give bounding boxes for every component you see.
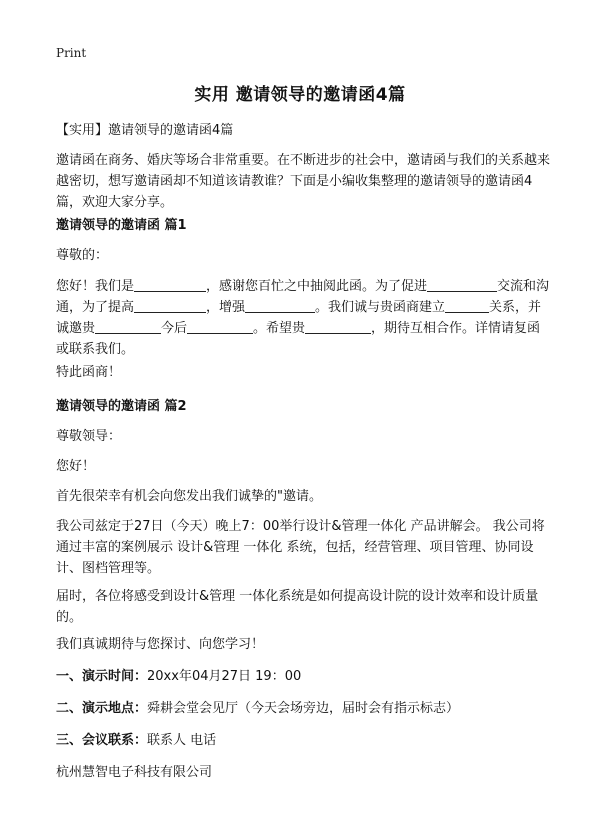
company-name: 杭州慧智电子科技有限公司 bbox=[56, 765, 213, 780]
part1-heading: 邀请领导的邀请函 篇1 bbox=[56, 218, 187, 233]
part2-heading: 邀请领导的邀请函 篇2 bbox=[56, 399, 187, 414]
document-title: 实用 邀请领导的邀请函4篇 bbox=[194, 85, 406, 105]
fill-blank bbox=[445, 298, 489, 313]
demo-time-label: 一、演示时间： bbox=[56, 669, 148, 684]
fill-blank bbox=[134, 277, 206, 292]
part2-hello: 您好！ bbox=[56, 459, 96, 474]
print-label[interactable]: Print bbox=[56, 46, 87, 60]
part2-salutation: 尊敬领导： bbox=[56, 429, 122, 444]
fill-blank bbox=[134, 298, 206, 313]
contact-row bbox=[56, 730, 550, 751]
demo-time-value: 20xx年04月27日 19：00 bbox=[147, 669, 302, 684]
demo-place-value: 舜耕会堂会见厅（今天会场旁边，届时会有指示标志） bbox=[147, 701, 460, 716]
demo-place-label: 二、演示地点： bbox=[56, 701, 148, 716]
fill-blank bbox=[245, 298, 315, 313]
fill-blank bbox=[305, 319, 371, 334]
fill-blank bbox=[187, 319, 253, 334]
part1-closing: 特此函商！ bbox=[56, 365, 122, 380]
fill-blank bbox=[95, 319, 161, 334]
document-subtitle: 【实用】邀请领导的邀请函4篇 bbox=[56, 123, 234, 138]
part2-paragraph-2: 我公司兹定于27日（今天）晚上7：00举行设计&管理一体化 产品讲解会。 我公司将通过丰富的案例展示 设计&管理 一体化 系统，包括，经营管理、项目管理、协同设计、图档管理等。 bbox=[56, 519, 545, 576]
part2-paragraph-1: 首先很荣幸有机会向您发出我们诚挚的"邀请。 bbox=[56, 489, 322, 504]
part1-body: 您好！我们是 ，感谢您百忙之中抽阅此函。为了促进 交流和沟通，为了提高 ，增强 。我们诚与贵函商建立 关系，并诚邀贵 今后 。希望贵 ，期待互相合作。详情请复函或联系我们。 bbox=[56, 279, 550, 357]
contact-label: 三、会议联系： bbox=[56, 733, 148, 748]
intro-paragraph: 邀请函在商务、婚庆等场合非常重要。在不断进步的社会中，邀请函与我们的关系越来越密切，想写邀请函却不知道该请教谁？下面是小编收集整理的邀请领导的邀请函4篇，欢迎大家分享。 bbox=[56, 153, 551, 210]
part2-paragraph-3: 届时，各位将感受到设计&管理 一体化系统是如何提高设计院的设计效率和设计质量的。 bbox=[56, 589, 539, 625]
demo-place-row bbox=[56, 698, 550, 719]
demo-time-row bbox=[56, 666, 550, 687]
part2-paragraph-4: 我们真诚期待与您探讨、向您学习！ bbox=[56, 637, 265, 652]
contact-value: 联系人 电话 bbox=[147, 733, 217, 748]
fill-blank bbox=[427, 277, 497, 292]
part1-greeting: 尊敬的： bbox=[56, 248, 109, 263]
